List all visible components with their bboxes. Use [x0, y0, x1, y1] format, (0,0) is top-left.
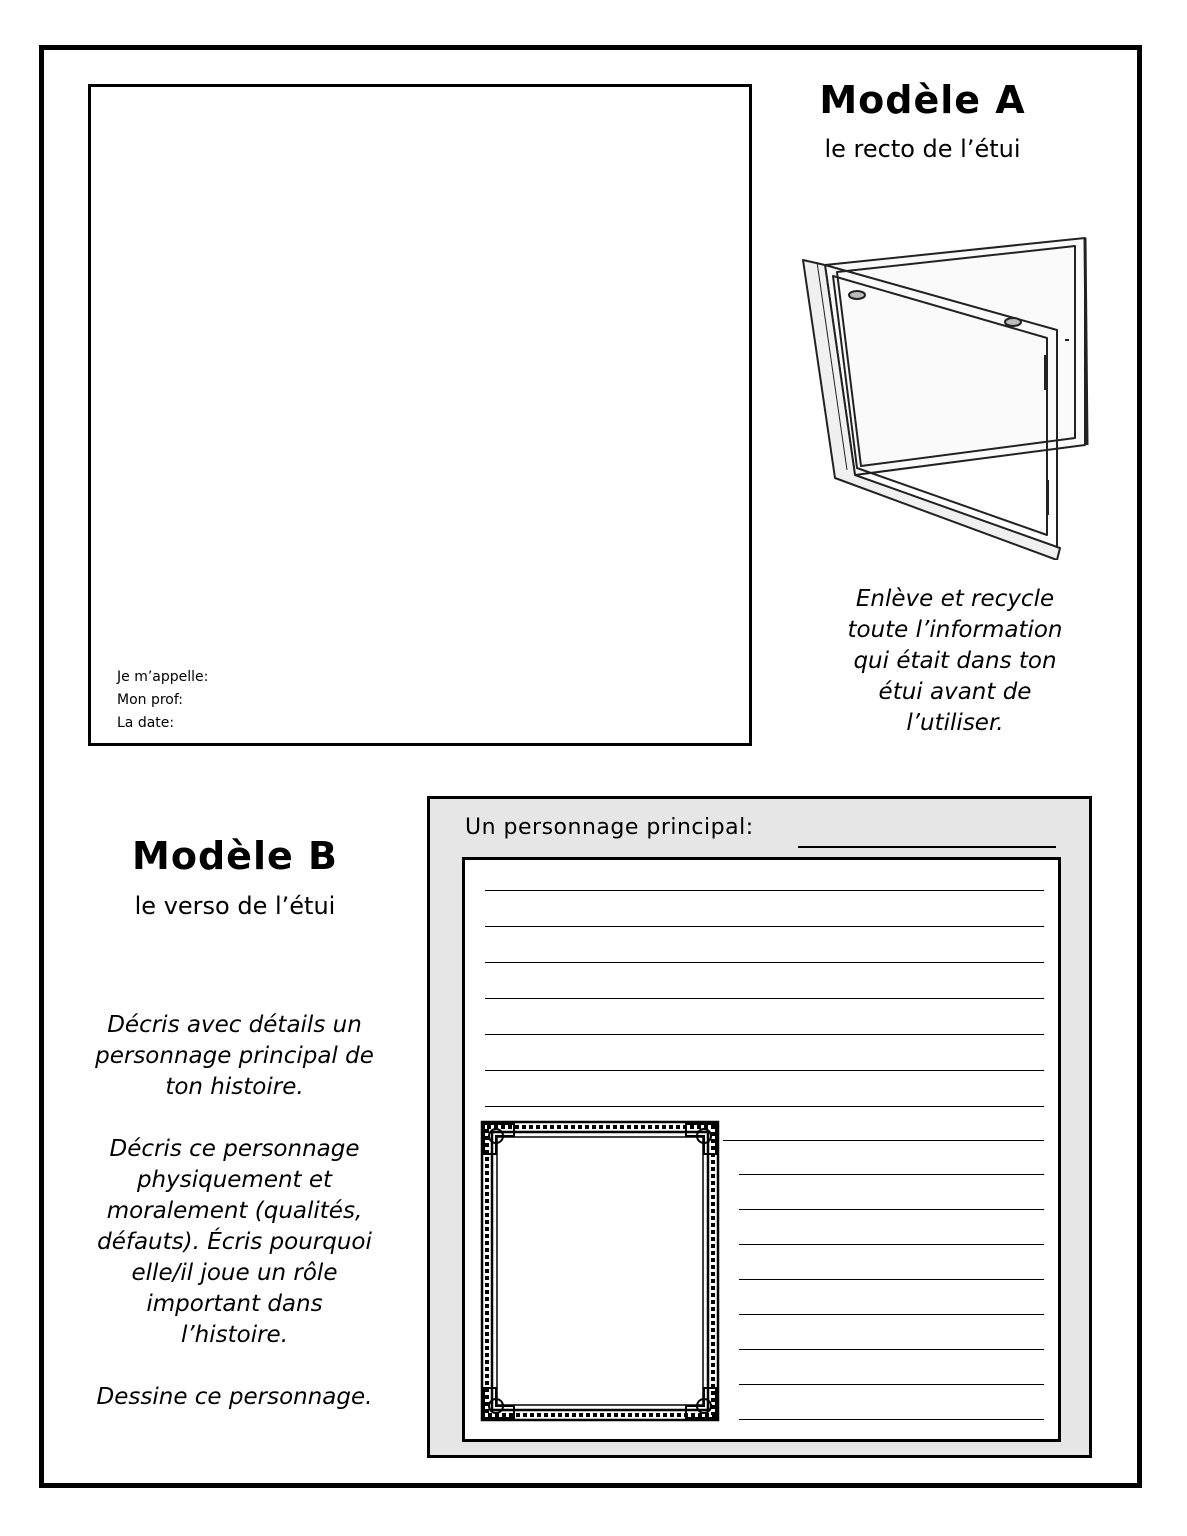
student-info — [117, 666, 208, 735]
writing-line[interactable] — [739, 1174, 1044, 1175]
back-cover-panel — [427, 796, 1092, 1458]
instruction-line: elle/il joue un rôle — [131, 1260, 338, 1286]
date-field-label: La date: — [117, 715, 175, 731]
instruction-line: ton histoire. — [165, 1074, 304, 1100]
writing-line[interactable] — [739, 1349, 1044, 1350]
instruction-line: toute l’information — [847, 617, 1063, 643]
model-b-title: Modèle B — [132, 834, 338, 878]
instruction-line: Décris ce personnage — [109, 1136, 360, 1162]
instruction-line: l’utiliser. — [906, 710, 1004, 736]
writing-line[interactable] — [485, 926, 1044, 927]
model-b-instructions-3: Dessine ce personnage. — [96, 1384, 373, 1410]
instruction-line: qui était dans ton — [853, 648, 1057, 674]
writing-line[interactable] — [485, 1106, 1044, 1107]
instruction-line: moralement (qualités, — [106, 1198, 363, 1224]
teacher-field-label: Mon prof: — [117, 692, 184, 708]
front-cover-box — [88, 84, 752, 746]
writing-line[interactable] — [739, 1384, 1044, 1385]
model-b-instructions-2 — [72, 1134, 397, 1351]
instruction-line: important dans — [146, 1291, 323, 1317]
model-b-instructions-1 — [72, 1010, 397, 1103]
writing-line[interactable] — [485, 1070, 1044, 1071]
instruction-line: l’histoire. — [180, 1322, 289, 1348]
writing-line[interactable] — [739, 1209, 1044, 1210]
model-b-subtitle: le verso de l’étui — [134, 892, 336, 920]
celtic-knot-frame-icon[interactable] — [480, 1120, 720, 1422]
writing-line[interactable] — [485, 1034, 1044, 1035]
writing-line[interactable] — [739, 1279, 1044, 1280]
writing-line[interactable] — [485, 890, 1044, 891]
instruction-line: Décris avec détails un — [107, 1012, 362, 1038]
model-a-instructions — [800, 584, 1110, 739]
writing-line[interactable] — [739, 1244, 1044, 1245]
instruction-line: Enlève et recycle — [855, 586, 1055, 612]
writing-line[interactable] — [485, 998, 1044, 999]
writing-line[interactable] — [739, 1314, 1044, 1315]
instruction-line: étui avant de — [878, 679, 1032, 705]
instruction-line: personnage principal de — [95, 1043, 374, 1069]
name-field-label: Je m’appelle: — [117, 669, 209, 685]
writing-box — [462, 857, 1061, 1442]
character-label: Un personnage principal: — [465, 815, 754, 840]
writing-line[interactable] — [485, 962, 1044, 963]
instruction-line: défauts). Écris pourquoi — [97, 1229, 372, 1255]
writing-line[interactable] — [739, 1419, 1044, 1420]
model-a-subtitle: le recto de l’étui — [824, 135, 1021, 163]
instruction-line: physiquement et — [136, 1167, 333, 1193]
model-a-title: Modèle A — [819, 78, 1026, 122]
writing-line[interactable] — [723, 1140, 1044, 1141]
cd-jewel-case-icon — [795, 230, 1095, 560]
character-name-line[interactable] — [798, 846, 1056, 848]
